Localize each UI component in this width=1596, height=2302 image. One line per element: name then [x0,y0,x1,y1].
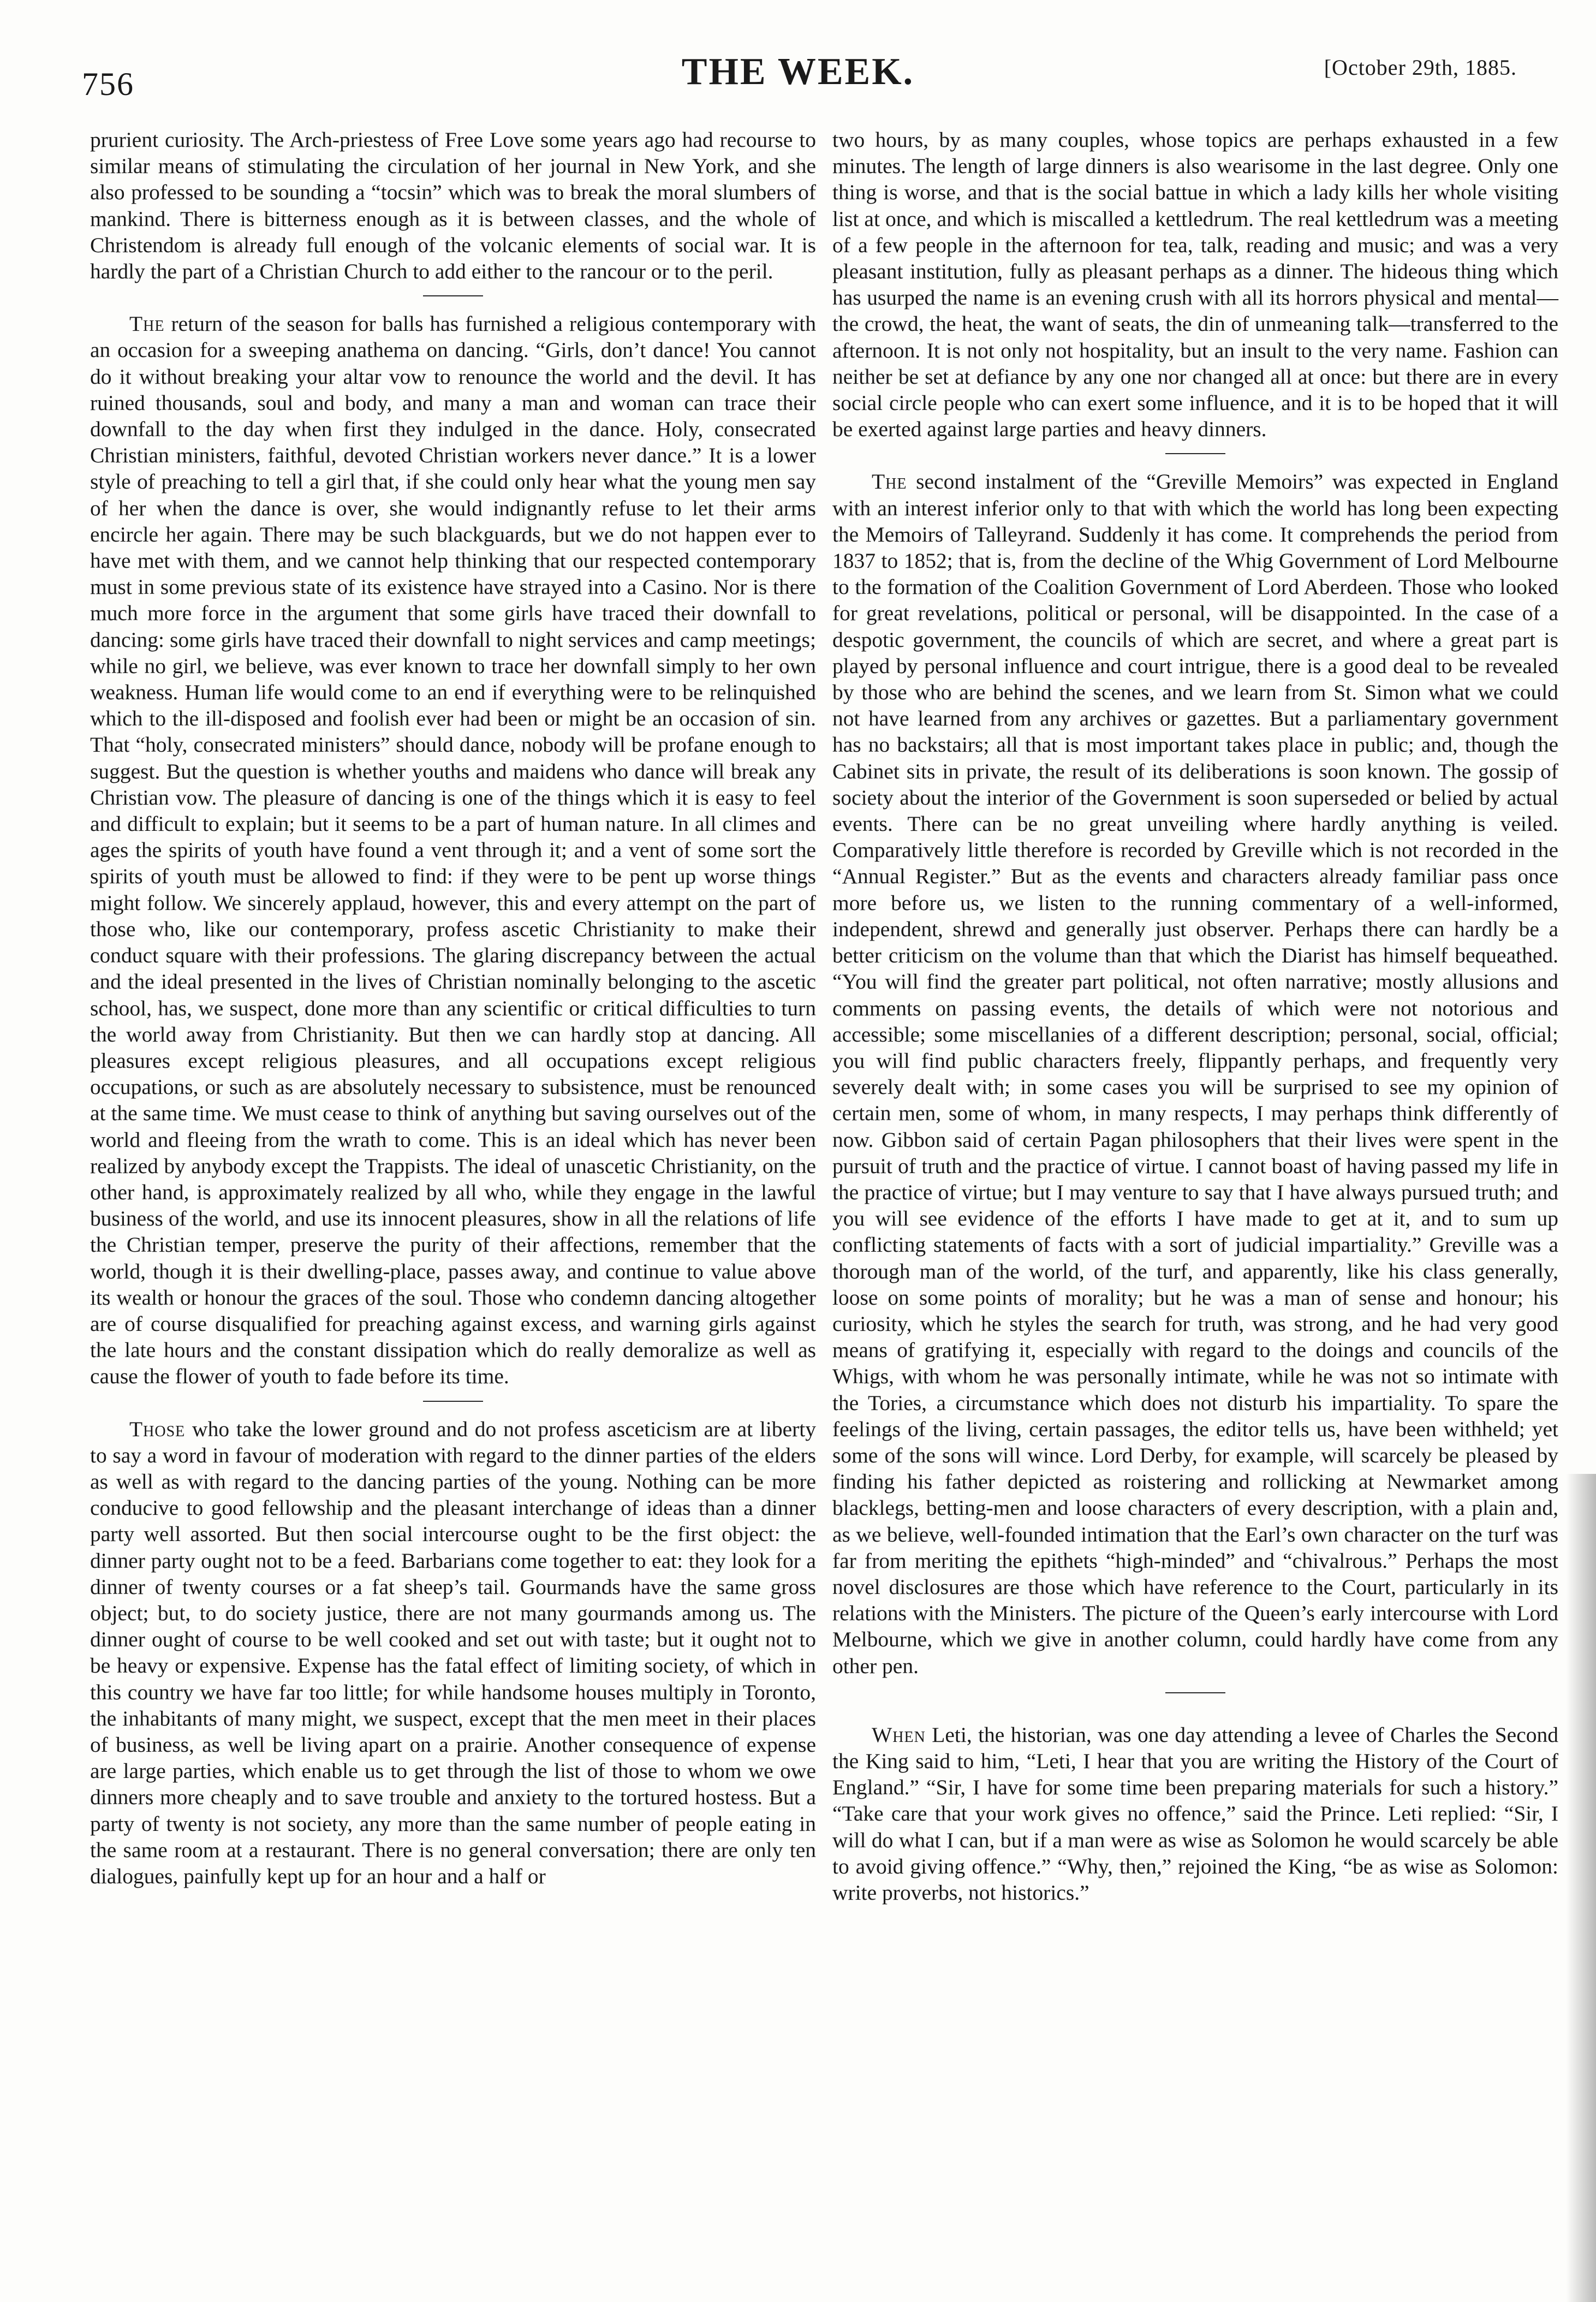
journal-title: THE WEEK. [681,51,915,93]
article-paragraph-leti [832,1722,1558,1906]
article-paragraph-kettledrum: two hours, by as many couples, whose topics are perhaps exhausted in a few minutes. The length of large dinners is also wearisome in the last degree. Only one thing is worse, and that is the social battue in which a lady kills her whole visiting list at once, and which is miscalled a kettledrum. The real kettledrum was a meeting of a few people in the afternoon for tea, talk, reading and music; and was a very pleasant institution, fully as pleasant perhaps as a dinner. The hideous thing which has usurped the name is an evening crush with all its horrors physical and mental—the crowd, the heat, the want of seats, the din of unmeaning talk—transferred to the afternoon. It is not only not hospitality, but an insult to the very name. Fashion can neither be set at defiance by any one nor changed all at once: but there are in every social circle people who can exert some influence, and it is to be hoped that it will be exerted against large parties and heavy dinners. [832,128,1558,442]
article-paragraph-greville [832,468,1558,1679]
issue-date: [October 29th, 1885. [1324,55,1517,80]
section-divider [1165,453,1225,454]
section-divider [1165,1692,1225,1693]
page-number: 756 [82,66,134,102]
page-edge-shadow [1566,1474,1596,2302]
paragraph-body: who take the lower ground and do not profess asceticism are at liberty to say a word in favour of moderation with regard to the dinner parties of the elders as well as with regard to the dancing parties of the young. Nothing can be more conducive to good fellowship and the pleasant interchange of ideas than a dinner party well assorted. But then social intercourse ought to be the first object: the dinner party ought not to be a feed. Barbarians come together to eat: they look for a dinner of twenty courses or a fat sheep’s tail. Gourmands have the same gross object; but, to do society justice, there are not many gourmands among us. The dinner ought of course to be well cooked and set out with taste; but it ought not to be heavy or expensive. Expense has the fatal effect of limiting society, of which in this country we have far too little; for while handsome houses multiply in Toronto, the inhabitants of many might, we suspect, except that the men meet in their places of business, as well be living apart on a prairie. Another consequence of expense are large parties, which enable us to get through the list of those to whom we owe dinners more cheaply and to save trouble and anxiety to the tortured hostess. But a party of twenty is not society, any more than the same number of people eating in the same room at a restaurant. There is no general conversation; there are only ten dialogues, painfully kept up for an hour and a half or [90,1417,816,1888]
paragraph-body: second instalment of the “Greville Memoirs” was expected in England with an interest inferior only to that with which the world has long been expecting the Memoirs of Talleyrand. Suddenly it has come. It comprehends the period from 1837 to 1852; that is, from the decline of the Whig Government of Lord Melbourne to the formation of the Coalition Government of Lord Aberdeen. Those who looked for great revelations, political or personal, will be disappointed. In the case of a despotic government, the councils of which are secret, and where a great part is played by personal influence and court intrigue, there is a good deal to be revealed by those who are behind the scenes, and we learn from St. Simon what we could not have learned from any archives or gazettes. But a parliamentary government has no backstairs; all that is most important takes place in public; and, though the Cabinet sits in private, the result of its deliberations is soon known. The gossip of society about the interior of the Government is soon superseded or belied by actual events. There can be no great unveiling where hardly anything is veiled. Comparatively little therefore is recorded by Greville which is not recorded in the “Annual Register.” But as the events and characters already familiar pass once more before us, we listen to the running commentary of a well-informed, independent, shrewd and generally just observer. Perhaps there can hardly be a better criticism on the volume than that which the Diarist has himself bequeathed. “You will find the greater part political, not often narrative; mostly allusions and comments on passing events, the details of which were not notorious and accessible; some miscellanies of a different description; personal, social, official; you will find public characters freely, flippantly perhaps, and frequently very severely dealt with; in some cases you will be surprised to see my opinion of certain men, some of whom, in many respects, I may perhaps think differently of now. Gibbon said of certain Pagan philosophers that their lives were spent in the pursuit of truth and the practice of virtue. I cannot boast of having passed my life in the practice of virtue; but I may venture to say that I have always pursued truth; and you will see evidence of the efforts I have made to get at it, and to sum up conflicting statements of facts with a sort of judicial impartiality.” Greville was a thorough man of the world, of the turf, and apparently, like his class generally, loose on some points of morality; but he was a man of sense and honour; his curiosity, which he styles the search for truth, was strong, and he had very good means of gratifying it, especially with regard to the doings and councils of the Whigs, with whom he was personally intimate, while he was not so intimate with the Tories, a circumstance which does not disturb his impartiality. To spare the feelings of the living, certain passages, the editor tells us, have been withheld; yet some of the sons will wince. Lord Derby, for example, will scarcely be pleased by finding his father depicted as roistering and rollicking at Newmarket among blacklegs, betting-men and loose characters of every description, with a plain and, as we believe, well-founded intimation that the Earl’s own character on the turf was far from meriting the epithets “high-minded” and “chivalrous.” Perhaps the most novel disclosures are those which have reference to the Court, particularly in its relations with the Ministers. The picture of the Queen’s early intercourse with Lord Melbourne, which we give in another column, could hardly have come from any other pen. [832,469,1558,1678]
lead-word: The [129,312,165,336]
paragraph-body: return of the season for balls has furnished a religious contemporary with an occasion for a sweeping anathema on dancing. “Girls, don’t dance! You cannot do it without breaking your altar vow to renounce the world and the devil. It has ruined thousands, soul and body, and many a man and woman can trace their downfall to the day when first they indulged in the dance. Holy, consecrated Christian ministers, faithful, devoted Christian workers never dance.” It is a lower style of preaching to tell a girl that, if she could only hear what the young men say of her when the dance is over, she would indignantly refuse to let their arms encircle her again. There may be such blackguards, but we do not happen ever to have met with them, and we cannot help thinking that our respected contemporary must in some previous state of its existence have strayed into a Casino. Nor is there much more force in the argument that some girls have traced their downfall to dancing: some girls have traced their downfall to night services and camp meetings; while no girl, we believe, was ever known to trace her downfall simply to her own weakness. Human life would come to an end if everything were to be relinquished which to the ill-disposed and foolish ever had been or might be an occasion of sin. That “holy, consecrated ministers” should dance, nobody will be profane enough to suggest. But the question is whether youths and maidens who dance will break any Christian vow. The pleasure of dancing is one of the things which it is easy to feel and difficult to explain; but it seems to be a part of human nature. In all climes and ages the spirits of youth have found a vent through it; and a vent of some sort the spirits of youth must be allowed to find: if they were to be pent up worse things might follow. We sincerely applaud, however, this and every attempt on the part of those who, like our contemporary, profess ascetic Christianity to make their conduct square with their professions. The glaring discrepancy between the actual and the ideal presented in the lives of Christian nominally belonging to the ascetic school, has, we suspect, done more than any scientific or critical difficulties to turn the world away from Christianity. But then we can hardly stop at dancing. All pleasures except religious pleasures, and all occupations except religious occupations, or such as are absolutely necessary to subsistence, must be renounced at the same time. We must cease to think of anything but saving ourselves out of the world and fleeing from the wrath to come. This is an ideal which has never been realized by anybody except the Trappists. The ideal of unascetic Christianity, on the other hand, is approximately realized by all who, while they engage in the lawful business of the world, and use its innocent pleasures, show in all the relations of life the Christian temper, preserve the purity of their affections, remember that the world, though it is their dwelling-place, passes away, and continue to value above its wealth or honour the graces of the soul. Those who condemn dancing altogether are of course disqualified for preaching against excess, and warning girls against the late hours and the constant dissipation which do really demoralize as well as cause the flower of youth to fade before its time. [90,312,816,1389]
page-header [0,38,1596,102]
article-paragraph-dinners [90,1416,816,1890]
lead-word: The [872,469,907,494]
lead-word: Those [129,1417,186,1441]
lead-word: When [872,1722,926,1747]
article-paragraph-dancing [90,311,816,1389]
article-paragraph-continued: prurient curiosity. The Arch-priestess of Free Love some years ago had recourse to similar means of stimulating the circulation of her journal in New York, and she also professed to be sounding a “tocsin” which was to break the moral slumbers of mankind. There is bitterness enough as it is between classes, and the whole of Christendom is already full enough of the volcanic elements of social war. It is hardly the part of a Christian Church to add either to the rancour or to the peril. [90,128,816,284]
section-divider [423,1401,483,1402]
section-divider [423,295,483,296]
paragraph-body: Leti, the historian, was one day attending a levee of Charles the Second the King said to him, “Leti, I hear that you are writing the History of the Court of England.” “Sir, I have for some time been preparing materials for such a history.” “Take care that your work gives no offence,” said the Prince. Leti replied: “Sir, I will do what I can, but if a man were as wise as Solomon he would scarcely be able to avoid giving offence.” “Why, then,” rejoined the King, “be as wise as Solomon: write proverbs, not historics.” [832,1722,1558,1905]
right-column [832,127,1558,1906]
left-column [90,127,816,1889]
